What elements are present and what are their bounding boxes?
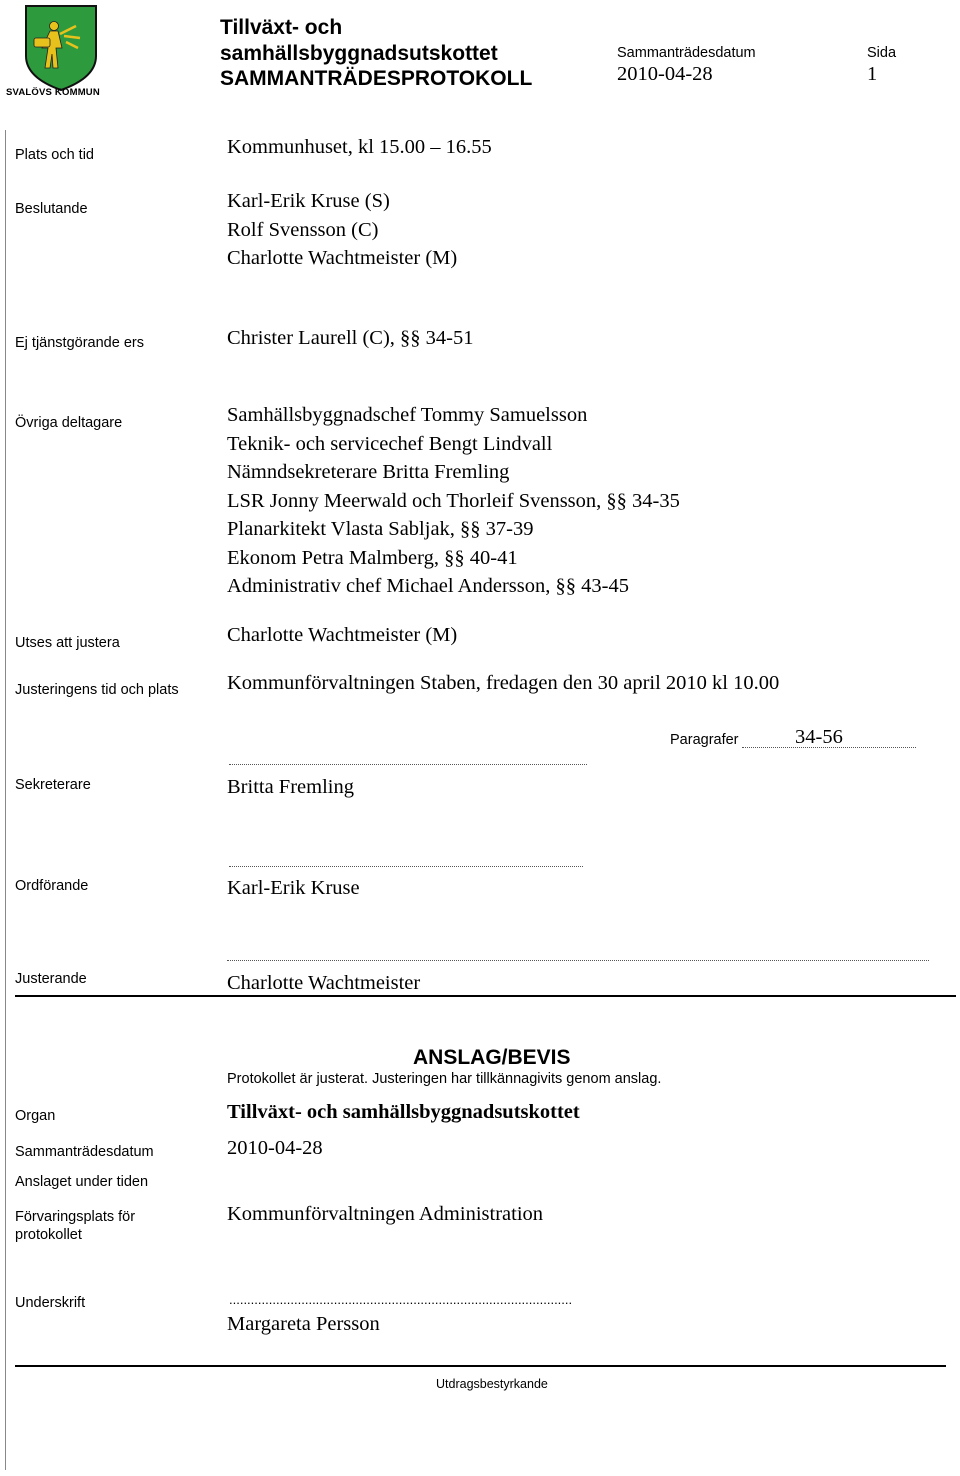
- list-item: Administrativ chef Michael Andersson, §§ 43-45: [227, 575, 629, 597]
- others-list: [227, 401, 680, 601]
- adjust-time-label: Justeringens tid och plats: [15, 682, 179, 698]
- secretary-signature-line: [229, 764, 587, 765]
- non-serving-label: Ej tjänstgörande ers: [15, 335, 144, 351]
- header-date-label: Sammanträdesdatum: [617, 45, 756, 61]
- non-serving-value: Christer Laurell (C), §§ 34-51: [227, 327, 474, 349]
- header-page-value: 1: [867, 63, 878, 85]
- list-item: Teknik- och servicechef Bengt Lindvall: [227, 432, 553, 455]
- notice-date-value: 2010-04-28: [227, 1137, 323, 1159]
- committee-title-line1: Tillväxt- och: [220, 16, 343, 39]
- list-item: LSR Jonny Meerwald och Thorleif Svensson, §§ 34-35: [227, 489, 680, 512]
- signature-dots: ...............................................................................................: [229, 1292, 573, 1307]
- header-date-value: 2010-04-28: [617, 63, 713, 85]
- storage-value: Kommunförvaltningen Administration: [227, 1203, 544, 1225]
- secretary-name: Britta Fremling: [227, 776, 354, 798]
- place-label: Plats och tid: [15, 147, 94, 163]
- notice-title: ANSLAG/BEVIS: [413, 1046, 571, 1069]
- storage-label-line2: protokollet: [15, 1227, 82, 1243]
- others-label: Övriga deltagare: [15, 415, 123, 431]
- signature-name: Margareta Persson: [227, 1313, 380, 1335]
- signature-label: Underskrift: [15, 1295, 86, 1311]
- storage-label: [15, 1208, 135, 1244]
- organ-value: Tillväxt- och samhällsbyggnadsutskottet: [227, 1101, 580, 1123]
- notice-date-label: Sammanträdesdatum: [15, 1144, 154, 1160]
- header-page-label: Sida: [867, 45, 897, 61]
- committee-title: [220, 15, 532, 92]
- committee-title-line2: samhällsbyggnadsutskottet: [220, 41, 498, 65]
- adjuster-label: Utses att justera: [15, 635, 120, 651]
- paragraphs-value: 34-56: [795, 726, 843, 748]
- footer-divider: [15, 1365, 946, 1367]
- list-item: Charlotte Wachtmeister (M): [227, 247, 458, 269]
- coat-of-arms-icon: [6, 4, 112, 100]
- deciding-label: Beslutande: [15, 201, 88, 217]
- adjuster-value: Charlotte Wachtmeister (M): [227, 624, 458, 646]
- logo-text: SVALÖVS KOMMUN: [6, 87, 100, 98]
- posted-label: Anslaget under tiden: [15, 1174, 149, 1190]
- municipal-logo: [6, 4, 112, 100]
- list-item: Samhällsbyggnadschef Tommy Samuelsson: [227, 404, 588, 426]
- document-type: SAMMANTRÄDESPROTOKOLL: [220, 67, 533, 90]
- footer-label: Utdragsbestyrkande: [436, 1377, 548, 1391]
- list-item: Karl-Erik Kruse (S): [227, 190, 390, 212]
- place-value: Kommunhuset, kl 15.00 – 16.55: [227, 136, 492, 158]
- list-item: Rolf Svensson (C): [227, 218, 379, 241]
- list-item: Nämndsekreterare Britta Fremling: [227, 461, 510, 483]
- chair-label: Ordförande: [15, 878, 89, 894]
- list-item: Planarkitekt Vlasta Sabljak, §§ 37-39: [227, 518, 534, 540]
- storage-label-line1: Förvaringsplats för: [15, 1209, 136, 1225]
- section-divider: [15, 995, 956, 997]
- chair-name: Karl-Erik Kruse: [227, 877, 360, 899]
- list-item: Ekonom Petra Malmberg, §§ 40-41: [227, 546, 518, 569]
- adjuster-signature-line: [227, 960, 929, 961]
- deciding-list: [227, 187, 457, 273]
- paragraphs-label: Paragrafer: [670, 732, 739, 748]
- adjuster-sign-label: Justerande: [15, 971, 87, 987]
- organ-label: Organ: [15, 1108, 56, 1124]
- form-left-border: [5, 130, 6, 1470]
- adjust-time-value: Kommunförvaltningen Staben, fredagen den 30 april 2010 kl 10.00: [227, 672, 780, 694]
- notice-subtitle: Protokollet är justerat. Justeringen har tillkännagivits genom anslag.: [227, 1071, 662, 1087]
- adjuster-sign-name: Charlotte Wachtmeister: [227, 972, 421, 994]
- chair-signature-line: [229, 866, 583, 867]
- secretary-label: Sekreterare: [15, 777, 91, 793]
